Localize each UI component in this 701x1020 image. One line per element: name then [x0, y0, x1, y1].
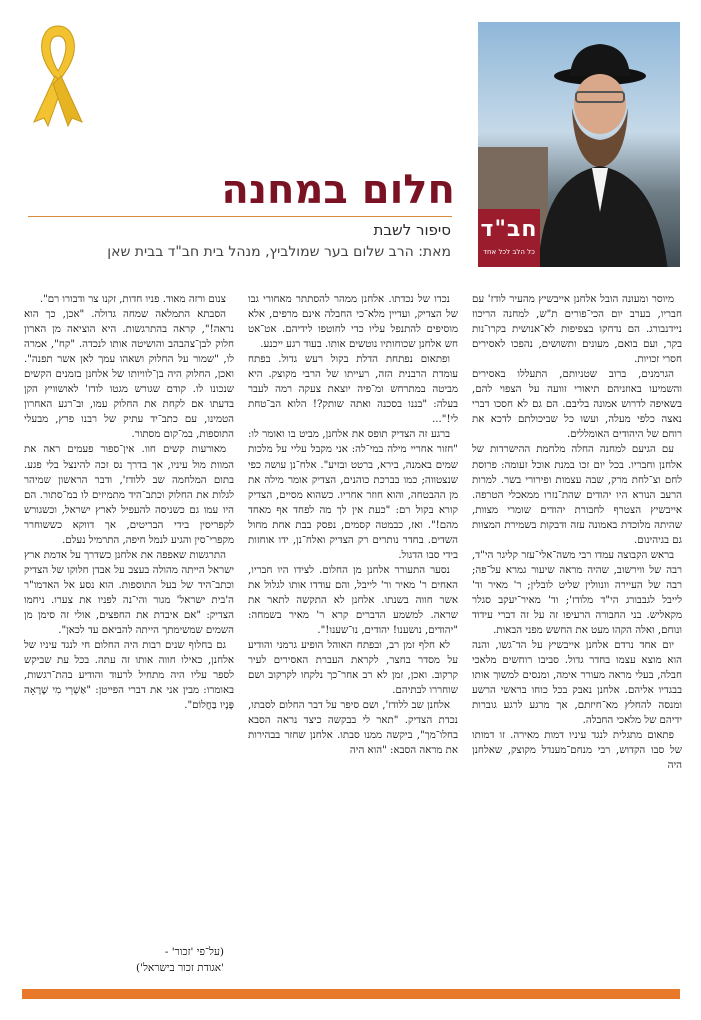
article-paragraph: הגרמנים, ברוב שטניותם, התעללו באסירים והשמיעו באוזניהם תיאורי זוועה על הצפוי להם, בשאיפה לדרוש אמונה בליבם. הם גם לא חסכו דברי נאצה כלפי מעלה, ועשו כל שביכולתם לדכא את רוחם של היהודים האומללים.	[472, 369, 682, 441]
article-paragraph: מאורעות קשים חוו. אין־ספור פעמים ראה את המוות מול עיניו, אך בדרך נס זכה להינצל בלי פגע. בתום המלחמה שב ללודז', ודבר הראשון שמיהר לגלות את החלוק וכתב־היד מתמיזים לו במ־סתור. הם היו עמו גם כשניסה להעפיל לארץ ישראל, וכשגורש לקפריסין בידי הבריטים, אך דווקא כששוחרר מקפרי־סין והגיע לנמל חיפה, התרמיל נעלם.	[24, 444, 234, 546]
source-line: (על־פי 'זכור' -	[164, 946, 224, 958]
article-paragraph: אלחנן שב ללודז', ושם סיפר על דבר החלום לסבתו, נכדת הצדיק. "תאר לי בבקשה כיצד נראה הסבא בחלו־מך", ביקשה ממנו סבתו. אלחנן שחזר בבהירות את מראה הסבא: "הוא היה	[248, 700, 458, 757]
article-column-2	[248, 292, 458, 982]
article-column-1	[472, 292, 682, 982]
article-paragraph: פתאום מתגלית לנגד עיניו דמות מאירה. זו דמותו של סבו הקדוש, רבי מנחם־מענדל מקוצק, שאלחנן היה	[472, 730, 682, 772]
article-paragraph: הסבתא התמלאה שמחה גדולה. "אכן, כך הוא נראה!", קראה בהתרגשות. היא הוציאה מן הארון חלוק לבן־צהבהב והושיטה אותו לנכדה. "קח", אמרה לו, "שמור על החלוק ושאהו עמך לאן אשר תפנה". ואכן, החלוק היה בן־לוויותו של אלחנן בזמנים הקשים שנכונו לו. קודם שגורש מגטו לודז' לאושוויץ הקן בדעתו אם לקחת את החלוק עמו, וב־רגע האחרון הטמינו, עם כתב־יד עתיק של רבנו פרץ, מבעלי התוספות, במ־קום מסתור.	[24, 309, 234, 441]
article-paragraph: צנום ורזה מאוד. פניו חדות, זקנו צר ודבורו רם".	[39, 294, 226, 305]
source-line: 'אגודת זכור בישראל')	[136, 962, 224, 974]
author-byline: מאת: הרב שלום בער שמולביץ, מנהל בית חב"ד בבית שאן	[107, 244, 451, 260]
logo-tagline: כל הלב לכל אחד	[483, 248, 535, 256]
article-paragraph: ופתאום נפתחת הדלת בקול רעש גדול. בפתח עומדת הרבנית הזה, רעייתו של הרבי מקוצק. היא מביטה במתרחש ומ־פיה יוצאת צעקה רמה לעבר בעלה: "בננו בסכנה ואתה שותק?! הלוא הב־טחת לי!"...	[248, 354, 458, 426]
yellow-ribbon-icon	[28, 18, 88, 128]
page-title: חלום במחנה	[221, 167, 455, 213]
page-subtitle: סיפור לשבת	[373, 221, 451, 239]
article-source	[136, 944, 224, 976]
article-paragraph: התרגשות שאפפה את אלחנן כשדרך על אדמת ארץ ישראל הייתה מהולה בעצב על אבדן חלוקו של הצדיק וכתב־היד של בעל התוספות. הוא נסע אל האדמו"ר ה'בית ישראל' מגור והי־נה לפניו את צערו. ניחמו הצדיק: "אם איבדת את החפצים, אולי זה סימן מן השמים שמשימתך הייתה להביאם עד לכאן".	[24, 549, 234, 637]
article-paragraph: נכדו של נכדתו. אלחנן ממהר להסתתר מאחורי גבו של הצדיק, ועדיין מלא־כי החבלה אינם מרפים, אלא מוסיפים להתנפל עליו כדי לחוטפו לידיהם. אט־אט חש אלחנן שכוחותיו נוטשים אותו. בעוד רגע ייכנע.	[248, 294, 458, 351]
article-paragraph: יום אחד נרדם אלחנן אייבשיץ על הד־גשו, והנה הוא מוצא עצמו בחדר גדול. סביבו רוחשים מלאכי חבלה, בעלי מראה מעורר אימה, ומנסים למשוך אותו בבגדיו אליהם. אלחנן נאבק בכל כוחו בראשי הרשע ומנסה להחלץ מא־חיזתם, אך מרגע לרגע גוברות ידיהם של מלאכי החבלה.	[472, 640, 682, 727]
author-photo	[478, 22, 680, 267]
article-paragraph: מיוסר ומעונה הובל אלחנן אייבשיץ מהעיר לודז' עם חבריו, בערב יום הכי־פורים ת"ש, למחנה הריכוז ניידנבורג. הם נדחקו בצפיפות לא־אנושית בקרו־נות בקר, ועם בואם, מעונים ותשושים, נהפכו לאסירים חסרי זכויות.	[472, 294, 682, 366]
article-paragraph: גם בחלוף שנים רבות היה החלום חי לנגד עיניו של אלחנן, כאילו חווה אותו זה עתה. בכל עת שביקש לספר עליו היה מתחיל לרעוד והודיע בהת־רגשות, באומרו: מבין אני את דברי הפייטן: "אַשְׁרֵי מִי שֶׁרָאָה פָּנֶיו בַּחֲלוֹם".	[24, 640, 234, 712]
article-paragraph: נסער התעורר אלחנן מן החלום. לצידו היו חבריו, האחים ר' מאיר ור' לייבל, והם עודדו אותו לגלול את אשר חווה בשנתו. אלחנן לא התקשה לתאר את שראה. למשמע הדברים קרא ר' מאיר בשמחה: "יהודים, נושענו! יהודים, נו־שענו!".	[248, 564, 458, 637]
article-paragraph: לא חלף זמן רב, ובפתח האוהל הופיע גרמני והודיע על מסדר בחצר, לקראת העברת האסירים לעיר קרקוב. ואכן, זמן לא רב אחר־כך נלקחו לקרקוב ושם שוחררו לבתיהם.	[248, 640, 458, 697]
article-column-3	[24, 292, 234, 912]
chabad-logo	[478, 209, 540, 267]
rabbi-portrait	[518, 42, 668, 267]
footer-bar	[22, 989, 680, 999]
article-paragraph: עם הגיעם למחנה החלה מלחמת ההישרדות של אלחנן וחבריו. בכל יום זכו במנת אוכל זעומה: פרוסת לחם וצ־לחת מרק, שבה עצמות ופירורי בשר. למרות הרעב הנורא היו יהודים שהת־נזרו ממאכלי הטרפה. אייבשיץ הצטרף לחבורת יהודים שומרי מצוות, שהיתה מלוכדת באמונה עזה ודבקות בשמירת המצוות גם בגיהינום.	[472, 444, 682, 546]
title-divider	[28, 216, 452, 217]
logo-main-text: חב"ד	[480, 217, 538, 242]
article-paragraph: ברגע זה הצדיק תופס את אלחנן, מביט בו ואומר לו: "חזור אחריי מילה במי־לה: אני מקבל עליי על מלכות שמים באמנה, בירא, ברטט ובזיע". אלח־נן עושה כפי שנצטווה; כמו בברכת כוהנים, הצדיק אומר מילה את מן ההבטחה, והוא חוזר אחריו. כשהוא מסיים, הצדיק קורא בקול רם: "כעת אין לך מה לפחד אף מאחד מהם!". ואז, כבמטה קסמים, נפסק בבת אחת מחול השדים. בחדר נותרים רק הצדיק ואלח־נן, ידו אוחזות בידי סבו הדגול.	[248, 429, 458, 561]
article-paragraph: בראש הקבוצה עמדו רבי משה־אלי־עזר קליגר הי"ד, רבה של ווירשוב, שהיה מראה שיעור גמרא על־פה; רבה של העיירה וונוולין שליט לובלין; ר' מאיר וד' לייבל לגבבורג הי"ד מלודז'; וד' מאיר־יעקב סגלר מקאליש. בני החבורה הרעיפו זה על זה דברי עידוד ונוחם, ואלה הקהו מעט את החשש מפני הבאות.	[472, 549, 682, 637]
